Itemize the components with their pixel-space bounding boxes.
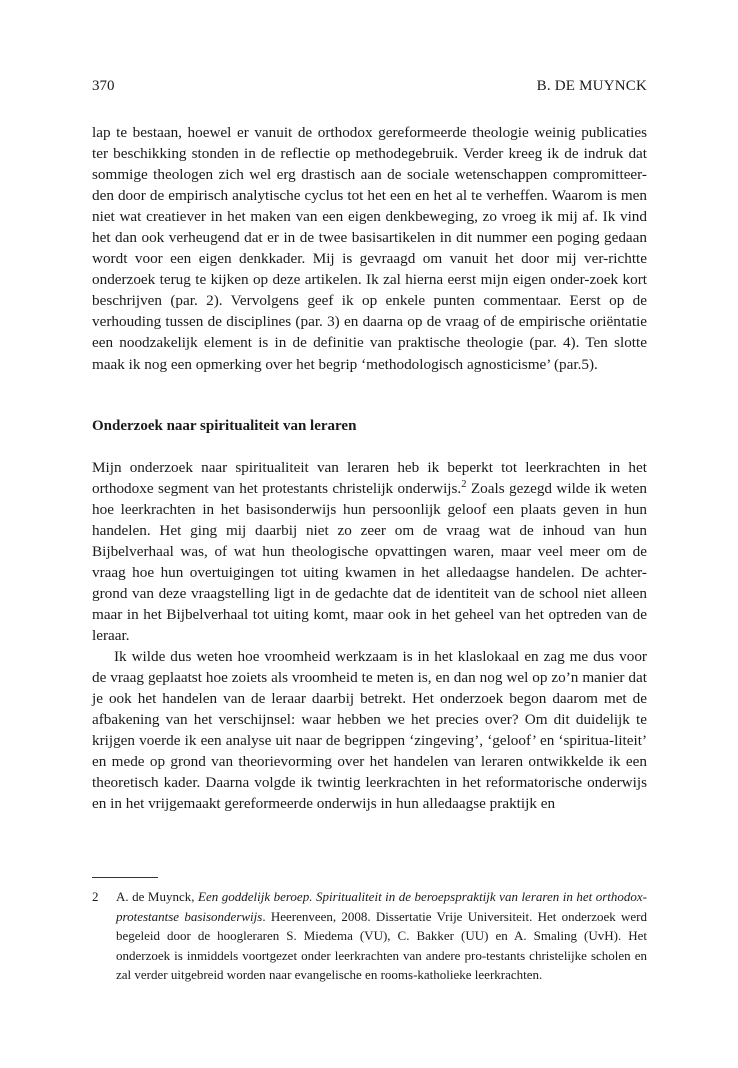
paragraph-piety: Ik wilde dus weten hoe vroomheid werkzaam is in het klaslokaal en zag me dus voor de vraag geplaatst hoe zoiets als vroomheid te meten is, en dan nog wel op zo’n manier dat je ook het handelen van de leraar daarbij betrekt. Het onderzoek begon daarom met de afbakening van het verschijnsel: waar hebben we het precies over? Om dit duidelijk te krijgen voerde ik een analyse uit naar de begrippen ‘zingeving’, ‘geloof’ en ‘spiritua-liteit’ en mede op grond van theorievorming over het handelen van leraren ontwikkelde ik een theoretisch kader. Daarna volgde ik twintig leerkrachten in het reformatorische onderwijs en in het vrijgemaakt gereformeerde onderwijs in hun alledaagse praktijk en: [92, 647, 647, 813]
paragraph-research-text-a: Mijn onderzoek naar spiritualiteit van leraren heb ik beperkt tot leerkrachten in het orthodoxe segment van het protestants christelijk onderwijs.: [92, 458, 647, 497]
paragraph-research-text-b: Zoals gezegd wilde ik weten hoe leerkrachten in het basisonderwijs hun persoonlijk geloof een plaats geven in hun handelen. Het ging mij daarbij niet zo zeer om de vraag wat de inhoud van hun Bijbelverhaal was, of wat hun theologische opvattingen waren, maar veel meer om de vraag hoe hun overtuigingen tot uiting kwamen in het alledaagse handelen. De achter-grond van deze vraagstelling ligt in de gedachte dat de identiteit van de school niet alleen maar in het Bijbelverhaal tot uiting komt, maar ook in het geheel van het optreden van de leraar.: [92, 479, 647, 644]
page-header: [92, 78, 647, 100]
footnote-number: 2: [92, 889, 99, 904]
section-heading: Onderzoek naar spiritualiteit van leraren: [92, 417, 357, 434]
footnote-author: A. de Muynck,: [116, 889, 198, 904]
footnote-title: Een goddelijk beroep. Spiritualiteit in de beroepspraktijk van leraren in het orthodox-protestantse basisonderwijs: [116, 889, 647, 924]
footnote: [92, 887, 647, 985]
footnote-divider: [92, 877, 158, 878]
page-number: 370: [92, 78, 115, 94]
footnote-text: [116, 887, 647, 985]
footnote-rest: . Heerenveen, 2008. Dissertatie Vrije Universiteit. Het onderzoek werd begeleid door de hoogleraren S. Miedema (VU), C. Bakker (UU) en A. Smaling (UvH). Het onderzoek is inmiddels voortgezet onder leerkrachten van andere pro-testants christelijke scholen en zal verder uitgebreid worden naar evangelische en rooms-katholieke leerkrachten.: [116, 908, 647, 982]
paragraph-intro: lap te bestaan, hoewel er vanuit de orthodox gereformeerde theologie weinig publicaties ter beschikking stonden in de reflectie op methodegebruik. Verder kreeg ik de indruk dat sommige theologen zich wel erg drastisch aan de sociale wetenschappen compromitteer-den door de empirisch analytische cyclus tot het een en het al te verheffen. Waarom is men niet wat creatiever in het maken van een eigen denkbeweging, zo vroeg ik mij af. Ik vind het dan ook verheugend dat er in de twee basisartikelen in dit nummer een poging gedaan wordt voor een eigen denkkader. Mij is gevraagd om vanuit het door mij ver-richtte onderzoek terug te kijken op deze artikelen. Ik zal hierna eerst mijn eigen onder-zoek kort beschrijven (par. 2). Vervolgens geef ik op enkele punten commentaar. Eerst op de verhouding tussen de disciplines (par. 3) en daarna op de vraag of de empirische oriëntatie een noodzakelijk element is in de definitie van praktische theologie (par. 4). Ten slotte maak ik nog een opmerking over het begrip ‘methodologisch agnosticisme’ (par.5).: [92, 124, 647, 373]
footnote-reference[interactable]: 2: [461, 478, 467, 490]
body-text: [92, 122, 647, 814]
running-head: B. DE MUYNCK: [536, 78, 647, 94]
paragraph-research: [92, 457, 647, 646]
